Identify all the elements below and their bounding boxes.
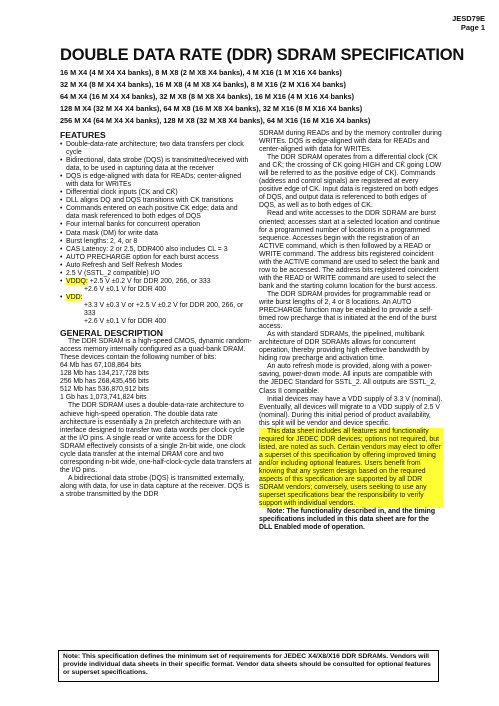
- feature-item: • AUTO PRECHARGE option for each burst access: [60, 254, 252, 262]
- body-paragraph: The DDR SDRAM operates from a differential clock (CK and CK̄; the crossing of CK going HIGH and CK̄ going LOW will be referred to as the positive edge of CK). Commands (address and control signals) are registered at every positive edge of CK. Input data is registered on both edges of DQS, and output data is referenced to both edges of DQS, as well as to both edges of CK.: [259, 154, 442, 210]
- bit-count: 512 Mb has 536,870,912 bits: [60, 386, 149, 394]
- bit-count: 64 Mb has 67,108,864 bits: [60, 362, 142, 370]
- density-line: 32 M X4 (8 M X4 X4 banks), 16 M X8 (4 M X8 X4 banks), 8 M X16 (2 M X16 X4 banks): [60, 80, 346, 89]
- bit-count: 256 Mb has 268,435,456 bits: [60, 378, 149, 386]
- document-header: [452, 14, 485, 32]
- doc-id: JESD79E: [452, 14, 485, 23]
- bit-count: 1 Gb has 1,073,741,824 bits: [60, 394, 147, 402]
- feature-item: • CAS Latency: 2 or 2.5, DDR400 also includes CL = 3: [60, 246, 252, 254]
- feature-item: • Four internal banks for concurrent operation: [60, 221, 252, 229]
- general-paragraph: A bidirectional data strobe (DQS) is transmitted externally, along with data, for use in data capture at the receiver. DQS is a strobe transmitted by the DDR: [60, 474, 250, 498]
- body-paragraph-highlighted: This data sheet includes all features and functionality required for JEDEC DDR devices; options not required, but listed, are noted as such. Certain vendors may elect to offer a superset of this specification by offering improved timing and/or including optional features. Users benefit from knowing that any system design based on the required aspects of this specification are supported by all DDR SDRAM vendors; conversely, users seeking to use any superset specifications bear the responsibility to verify support with individual vendors.: [259, 428, 443, 508]
- density-line: 128 M X4 (32 M X4 X4 banks), 64 M X8 (16 M X8 X4 banks), 32 M X16 (8 M X16 X4 banks): [60, 104, 363, 113]
- footer-note: Note: This specification defines the minimum set of requirements for JEDEC X4/X8/X16 DDR SDRAMs. Vendors will provide individual data sheets in their specific format. Vendor data sheets should be consulted for optional features or superset specifications.: [58, 650, 439, 682]
- body-paragraph: As with standard SDRAMs, the pipelined, multibank architecture of DDR SDRAMs allows for concurrent operation, thereby providing high effective bandwidth by hiding row precharge and activation time.: [259, 331, 430, 363]
- density-list: [60, 67, 490, 127]
- features-list: [60, 141, 252, 326]
- vdd-label: VDD:: [66, 293, 83, 301]
- feature-item-vdd: [60, 294, 252, 326]
- general-paragraph: The DDR SDRAM uses a double-data-rate architecture to achieve high-speed operation. The double data rate architecture is essentially a 2n prefetch architecture with an interface designed to transfer two data words per clock cycle at the I/O pins. A single read or write access for the DDR SDRAM effectively consists of a single 2n-bit wide, one clock cycle data transfer at the internal DRAM core and two corresponding n-bit wide, one-half-clock-cycle data transfers at the I/O pins.: [60, 402, 252, 474]
- general-intro: The DDR SDRAM is a high-speed CMOS, dynamic random-access memory internally configured as a quad-bank DRAM. These devices contain the following number of bits:: [60, 338, 252, 362]
- right-column: [259, 130, 443, 532]
- body-paragraph: Read and write accesses to the DDR SDRAM are burst oriented; accesses start at a selected location and continue for a programmed number of locations in a programmed sequence. Accesses begin with the registration of an ACTIVE command, which is then followed by a READ or WRITE command. The address bits registered coincident with the ACTIVE command are used to select the bank and row to be accessed. The address bits registered coincident with the READ or WRITE command are used to select the bank and the starting column location for the burst access.: [259, 210, 440, 290]
- general-description-heading: GENERAL DESCRIPTION: [60, 328, 163, 339]
- feature-item-vddq: [60, 278, 252, 294]
- feature-item: • Bidirectional, data strobe (DQS) is transmitted/received with data, to be used in capturing data at the receiver: [60, 157, 252, 173]
- feature-item: • DLL aligns DQ and DQS transitions with CK transitions: [60, 197, 252, 205]
- features-heading: FEATURES: [60, 130, 106, 140]
- dll-note: Note: The functionality described in, and the timing specifications included in this data sheet are for the DLL Enabled mode of operation.: [259, 508, 436, 532]
- body-paragraph: SDRAM during READs and by the memory controller during WRITEs. DQS is edge-aligned with data for READs and center-aligned with data for WRITEs.: [259, 130, 442, 154]
- feature-item: • Double-data-rate architecture; two data transfers per clock cycle: [60, 141, 252, 157]
- vdd-line: +2.6 V ±0.1 V for DDR 400: [84, 318, 167, 326]
- vddq-line: +2.6 V ±0.1 V for DDR 400: [84, 285, 167, 293]
- page-number: Page 1: [460, 23, 485, 32]
- page-title: DOUBLE DATA RATE (DDR) SDRAM SPECIFICATION: [60, 46, 465, 64]
- feature-item: • Data mask (DM) for write data: [60, 230, 252, 238]
- feature-item: • Auto Refresh and Self Refresh Modes: [60, 262, 252, 270]
- body-paragraph: Initial devices may have a VDD supply of 3.3 V (nominal). Eventually, all devices will migrate to a VDD supply of 2.5 V (nominal). During this initial period of product availability, this split will be vendor and device specific.: [259, 395, 443, 427]
- feature-item: • Differential clock inputs (CK and CK̄): [60, 189, 252, 197]
- density-line: 256 M X4 (64 M X4 X4 banks), 128 M X8 (32 M X8 X4 banks), 64 M X16 (16 M X16 X4 banks): [60, 116, 371, 125]
- feature-item: • Commands entered on each positive CK edge; data and data mask referenced to both edges of DQS: [60, 205, 252, 221]
- density-line: 64 M X4 (16 M X4 X4 banks), 32 M X8 (8 M X8 X4 banks), 16 M X16 (4 M X16 X4 banks): [60, 92, 355, 101]
- vddq-label: VDDQ:: [66, 277, 88, 285]
- density-line: 16 M X4 (4 M X4 X4 banks), 8 M X8 (2 M X8 X4 banks), 4 M X16 (1 M X16 X4 banks): [60, 68, 342, 77]
- vdd-line: +3.3 V ±0.3 V or +2.5 V ±0.2 V for DDR 200, 266, or 333: [84, 301, 244, 317]
- body-paragraph: An auto refresh mode is provided, along with a power-saving, power-down mode. All inputs are compatible with the JEDEC Standard for SSTL_2. All outputs are SSTL_2, Class II compatible.: [259, 363, 436, 395]
- feature-item: • 2.5 V (SSTL_2 compatible) I/O: [60, 270, 252, 278]
- body-paragraph: The DDR SDRAM provides for programmable read or write burst lengths of 2, 4 or 8 locations. An AUTO PRECHARGE function may be enabled to provide a self-timed row precharge that is initiated at the end of the burst access.: [259, 290, 437, 331]
- left-column: [60, 130, 252, 499]
- feature-item: • Burst lengths: 2, 4, or 8: [60, 238, 252, 246]
- vddq-line: +2.5 V ±0.2 V for DDR 200, 266, or 333: [89, 277, 211, 285]
- bit-count: 128 Mb has 134,217,728 bits: [60, 370, 149, 378]
- feature-item: • DQS is edge-aligned with data for READs; center-aligned with data for WRITEs: [60, 173, 252, 189]
